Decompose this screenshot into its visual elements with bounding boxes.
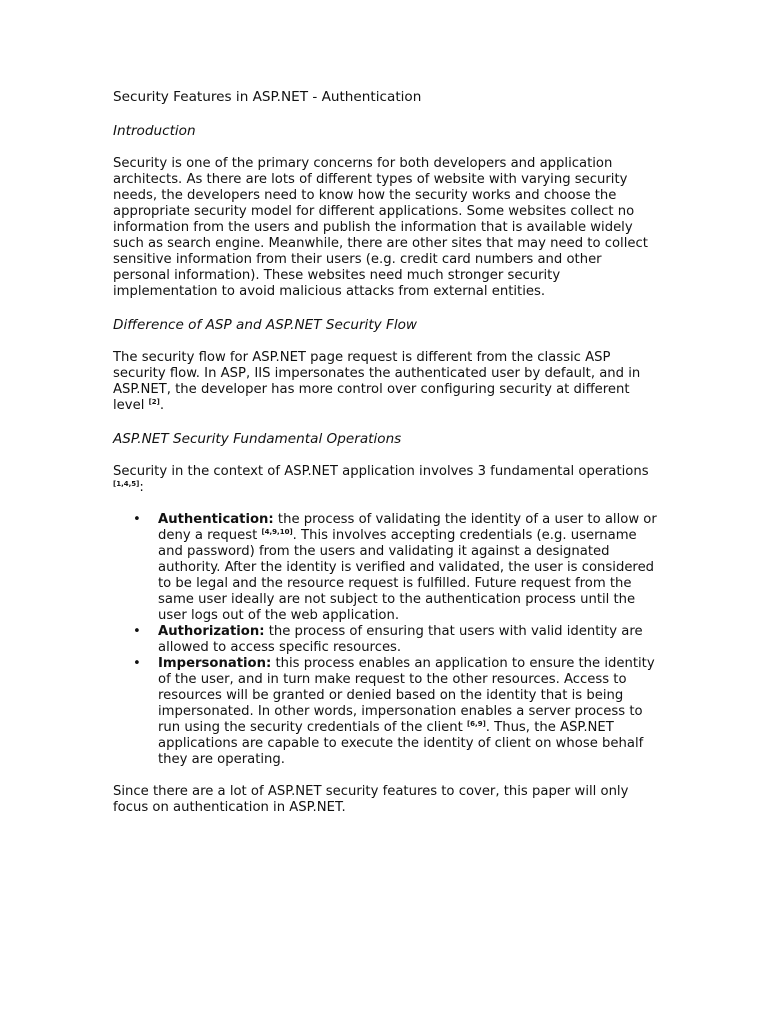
document-title: Security Features in ASP.NET - Authentication <box>113 89 422 105</box>
citation-ref: [4,9,10] <box>261 528 293 536</box>
difference-end: . <box>159 398 165 413</box>
citation-ref: [6,9] <box>466 720 486 728</box>
list-item-impersonation <box>113 656 658 768</box>
document-body <box>113 88 658 832</box>
bullet-icon: • <box>133 512 141 527</box>
citation-ref: [1,4,5] <box>113 480 140 488</box>
introduction-paragraph: Security is one of the primary concerns for both developers and application architects. As there are lots of different types of website with varying security needs, the developers need to know how the security works and choose the appropriate security model for different applications. Some websites collect no information from the users and publish the information that is available widely such as search engine. Meanwhile, there are other sites that may need to collect sensitive information from their users (e.g. credit card numbers and other personal information). These websites need much stronger security implementation to avoid malicious attacks from external entities. <box>113 156 648 299</box>
impersonation-text: this process enables an application to ensure the identity of the user, and in turn make request to the other resources. Access to resources will be granted or denied based on the identity that is being impersonated. In other words, impersonation enables a server process to run using the security credentials of the client <box>158 656 655 735</box>
term-authentication: Authentication: <box>158 512 274 527</box>
list-item-authorization <box>113 624 658 656</box>
fundamentals-paragraph <box>113 464 658 496</box>
authorization-text: the process of ensuring that users with valid identity are allowed to access specific resources. <box>158 624 643 655</box>
impersonation-text-continued: . Thus, the ASP.NET applications are capable to execute the identity of client on whose behalf they are operating. <box>158 720 644 767</box>
fundamentals-end: : <box>139 480 144 495</box>
difference-paragraph <box>113 350 658 414</box>
term-impersonation: Impersonation: <box>158 656 272 671</box>
difference-heading: Difference of ASP and ASP.NET Security Flow <box>113 317 418 333</box>
difference-text: The security flow for ASP.NET page request is different from the classic ASP security flow. In ASP, IIS impersonates the authenticated user by default, and in ASP.NET, the developer has more control over configuring security at different level <box>113 350 641 413</box>
list-item-authentication <box>113 512 658 624</box>
citation-ref: [2] <box>148 398 160 406</box>
fundamentals-heading: ASP.NET Security Fundamental Operations <box>113 431 402 447</box>
introduction-heading: Introduction <box>113 123 196 139</box>
closing-paragraph: Since there are a lot of ASP.NET security features to cover, this paper will only focus on authentication in ASP.NET. <box>113 784 629 815</box>
bullet-icon: • <box>133 656 141 671</box>
bullet-icon: • <box>133 624 141 639</box>
authentication-text-continued: . This involves accepting credentials (e.g. username and password) from the users and validating it against a designated authority. After the identity is verified and validated, the user is considered to be legal and the resource request is fulfilled. Future request from the same user ideally are not subject to the authentication process until the user logs out of the web application. <box>158 528 655 623</box>
authentication-text: the process of validating the identity of a user to allow or deny a request <box>158 512 657 543</box>
fundamentals-text: Security in the context of ASP.NET application involves 3 fundamental operations <box>113 464 649 479</box>
operations-list <box>113 512 658 768</box>
term-authorization: Authorization: <box>158 624 265 639</box>
